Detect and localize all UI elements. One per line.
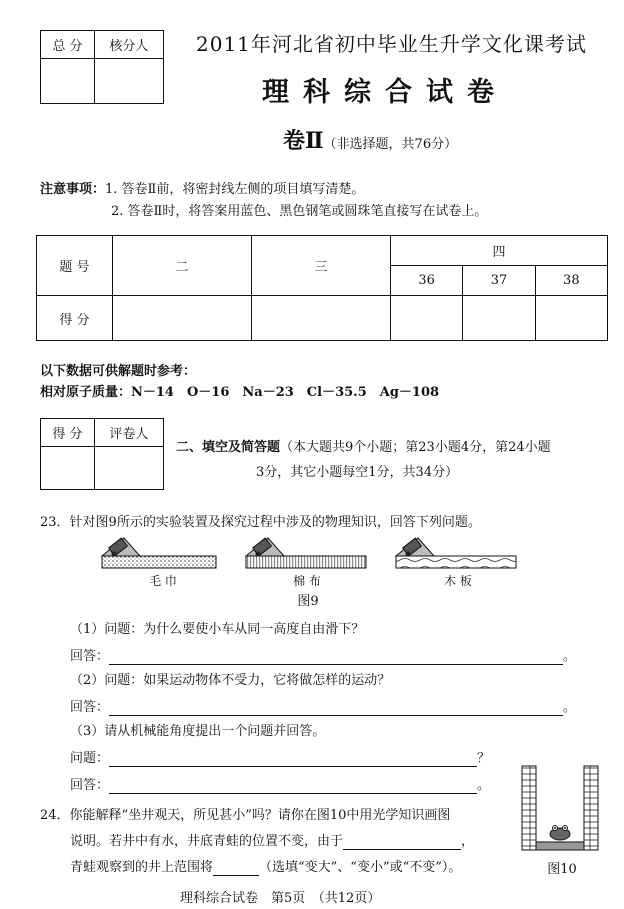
q24-reason-blank[interactable] [343,834,461,850]
q24-line-3-row [70,856,461,876]
checker-header: 核分人 [94,31,163,59]
notes-label: 注意事项： [40,182,106,197]
q24-line-2: 说明。若井中有水，井底青蛙的位置不变，由于 [70,834,344,849]
figure-10 [520,762,600,854]
score-cell-38[interactable] [535,296,607,341]
q23-question-3-blank[interactable] [109,751,477,767]
frog-icon [550,826,570,841]
q24-line-3b: （选填“变大”、“变小”或“不变”）。 [259,860,462,875]
score-cell-3[interactable] [252,296,391,341]
q23-answer-2-blank[interactable] [109,700,563,716]
subject-title: 理科综合试卷 [262,77,508,108]
reference-atomic-mass: 相对原子质量：N－14 O－16 Na－23 Cl－35.5 Ag－108 [40,385,440,400]
col-37: 37 [463,266,535,296]
q24-line-2-row [70,830,474,850]
volume-label: 卷Ⅱ [283,128,324,154]
well-left-wall [522,766,536,850]
q24-range-blank[interactable] [213,860,259,876]
section-2-desc-2: 3分，其它小题每空1分，共34分） [256,465,459,480]
checker-cell[interactable] [94,59,163,104]
ramp-towel [102,538,216,568]
well-right-wall [584,766,598,850]
col-part-4: 四 [391,236,608,266]
question-no-label: 题 号 [37,236,113,296]
q23-answer-1-row [70,645,576,665]
notes-item-1: 1. 答卷Ⅱ前，将密封线左侧的项目填写清楚。 [105,182,365,197]
score-table [36,235,608,341]
q24-line-2-end: ， [461,834,475,849]
fig9-caption: 图9 [297,594,319,609]
q23-part-2: （2）问题：如果运动物体不受力，它将做怎样的运动？ [70,673,391,688]
q23-answer-1-end: 。 [563,649,577,664]
score-cell-37[interactable] [463,296,535,341]
score-cell-2[interactable] [113,296,252,341]
grader-score-header: 得 分 [41,419,95,447]
q23-part-1: （1）问题：为什么要使小车从同一高度自由滑下？ [70,622,365,637]
score-label: 得 分 [37,296,113,341]
volume-heading [283,124,457,155]
q24-line-1: 24．你能解释“坐井观天，所见甚小”吗？请你在图10中用光学知识画图 [40,808,451,823]
grader-header: 评卷人 [94,419,163,447]
exam-title: 2011年河北省初中毕业生升学文化课考试 [196,32,587,56]
q23-answer-3-end: 。 [477,778,491,793]
score-cell-36[interactable] [391,296,463,341]
q23-answer-2-label: 回答： [70,700,110,715]
figure-10-drawing [520,762,600,854]
fig10-caption: 图10 [547,862,577,877]
notes-item-2: 2. 答卷Ⅱ时，将答案用蓝色、黑色钢笔或圆珠笔直接写在试卷上。 [111,204,488,219]
total-score-box [40,30,164,104]
col-part-3: 三 [252,236,391,296]
grader-box [40,418,164,490]
notes-line-1 [40,178,364,197]
fig9-label-wood: 木 板 [444,574,472,588]
col-part-2: 二 [113,236,252,296]
q23-answer-3-label: 回答： [70,778,110,793]
q24-line-3a: 青蛙观察到的井上范围将 [70,860,214,875]
fig9-label-cotton: 棉 布 [293,574,321,588]
grader-cell[interactable] [94,447,163,490]
total-score-cell[interactable] [41,59,95,104]
grader-score-cell[interactable] [41,447,95,490]
col-36: 36 [391,266,463,296]
fig9-label-towel: 毛 巾 [149,574,177,588]
q23-stem: 23．针对图9所示的实验装置及探究过程中涉及的物理知识，回答下列问题。 [40,515,481,530]
ramp-wood [396,538,516,568]
well-bottom [536,842,584,850]
col-38: 38 [535,266,607,296]
q23-part-3: （3）请从机械能角度提出一个问题并回答。 [70,724,326,739]
section-2-line-1 [176,436,551,455]
q23-answer-1-blank[interactable] [109,649,563,665]
q23-answer-1-label: 回答： [70,649,110,664]
q23-answer-2-row [70,696,576,716]
q23-question-3-row [70,747,490,767]
q23-answer-3-row [70,774,490,794]
section-2-heading: 二、填空及简答题 [176,440,281,455]
ramp-cotton [246,538,366,568]
q23-question-3-label: 问题： [70,751,110,766]
section-2-desc-1: （本大题共9个小题；第23小题4分，第24小题 [280,440,551,455]
page-footer: 理科综合试卷 第5页 （共12页） [180,891,381,906]
q23-answer-2-end: 。 [563,700,577,715]
q23-question-3-end: ？ [477,751,491,766]
q23-answer-3-blank[interactable] [109,778,477,794]
total-score-header: 总 分 [41,31,95,59]
reference-intro: 以下数据可供解题时参考： [40,364,197,379]
volume-note: （非选择题，共76分） [323,137,458,152]
